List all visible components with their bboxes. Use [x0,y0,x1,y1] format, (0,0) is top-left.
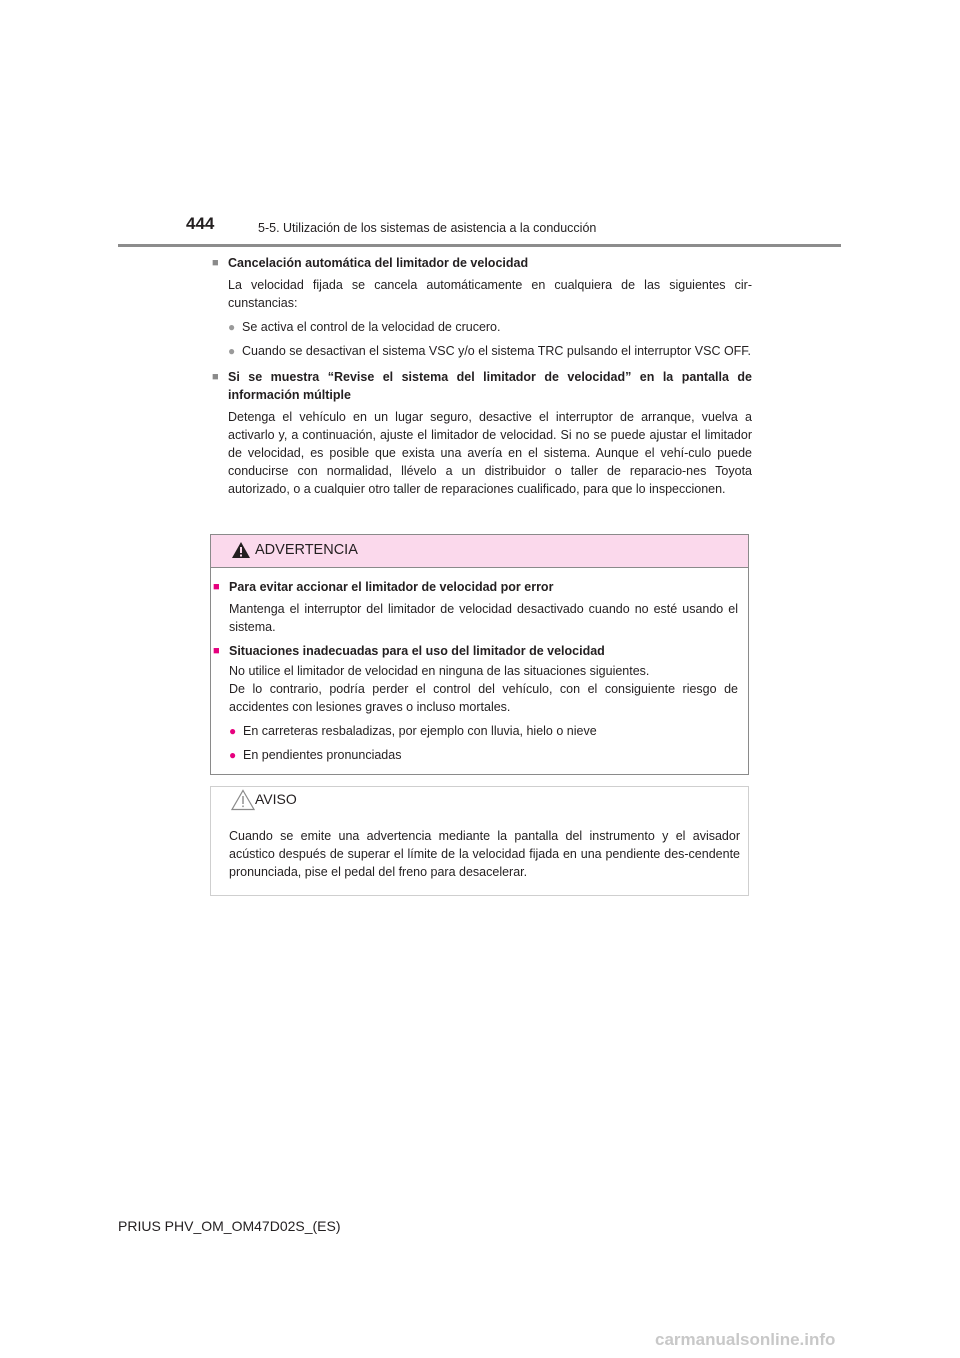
square-marker-icon: ■ [213,581,220,593]
main-content [212,254,752,504]
circle-bullet-icon: ● [228,320,236,334]
page-header [0,0,960,250]
section-text: Detenga el vehículo en un lugar seguro, desactive el interruptor de arranque, vuelva a activarlo y, a continuación, ajuste el limitador de velocidad. Si no se puede ajustar el limitador de velocidad, es posible que exista una avería en el sistema. Aunque el vehí-culo puede conducirse con normalidad, llévelo a un distribuidor o taller de reparacio-nes Toyota autorizado, o a cualquier otro taller de reparaciones cualificado, para que lo inspeccionen. [228,410,752,496]
list-item: ● Cuando se desactivan el sistema VSC y/o el sistema TRC pulsando el interruptor VSC OFF. [228,344,752,358]
section-title: 5-5. Utilización de los sistemas de asistencia a la conducción [258,221,597,235]
section-check-message [212,368,752,498]
square-marker-icon: ■ [212,371,219,383]
square-marker-icon: ■ [213,645,220,657]
warning-item-text: De lo contrario, podría perder el control del vehículo, con el consiguiente riesgo de accidentes con lesiones graves o incluso mortales. [229,682,738,714]
warning-triangle-icon [231,541,251,564]
section-heading: Si se muestra “Revise el sistema del limitador de velocidad” en la pantalla de información múltiple [228,370,752,402]
page-number: 444 [186,214,215,233]
warning-box [210,534,749,775]
section-heading: Cancelación automática del limitador de velocidad [228,256,529,270]
warning-body [211,568,748,764]
caution-triangle-outline-icon [231,789,255,816]
list-item: ● En carreteras resbaladizas, por ejemplo con lluvia, hielo o nieve [229,724,597,738]
circle-bullet-icon: ● [228,344,236,358]
list-item: ● En pendientes pronunciadas [229,748,402,762]
notice-box [210,786,749,896]
warning-item-text: Mantenga el interruptor del limitador de velocidad desactivado cuando no esté usando el sistema. [229,602,738,634]
section-text: La velocidad fijada se cancela automáticamente en cualquiera de las siguientes cir-cunstancias: [228,278,752,310]
header-divider [118,244,841,247]
warning-header [211,535,748,568]
notice-header [211,787,748,817]
circle-bullet-icon: ● [229,724,237,738]
warning-item-heading: Para evitar accionar el limitador de velocidad por error [229,580,554,594]
document-id: PRIUS PHV_OM_OM47D02S_(ES) [118,1218,341,1234]
notice-text: Cuando se emite una advertencia mediante la pantalla del instrumento y el avisador acústico después de superar el límite de la velocidad fijada en una pendiente des-cendente pronunciada, pise el pedal del freno para desacelerar. [229,829,740,879]
notice-title: AVISO [255,791,297,807]
warning-item-text: No utilice el limitador de velocidad en ninguna de las situaciones siguientes. [229,664,650,678]
warning-item-heading: Situaciones inadecuadas para el uso del limitador de velocidad [229,644,605,658]
warning-title: ADVERTENCIA [255,542,358,558]
section-auto-cancel [212,254,752,360]
list-item: ● Se activa el control de la velocidad de crucero. [228,320,501,334]
circle-bullet-icon: ● [229,748,237,762]
watermark: carmanualsonline.info [655,1330,836,1349]
square-marker-icon: ■ [212,257,219,269]
